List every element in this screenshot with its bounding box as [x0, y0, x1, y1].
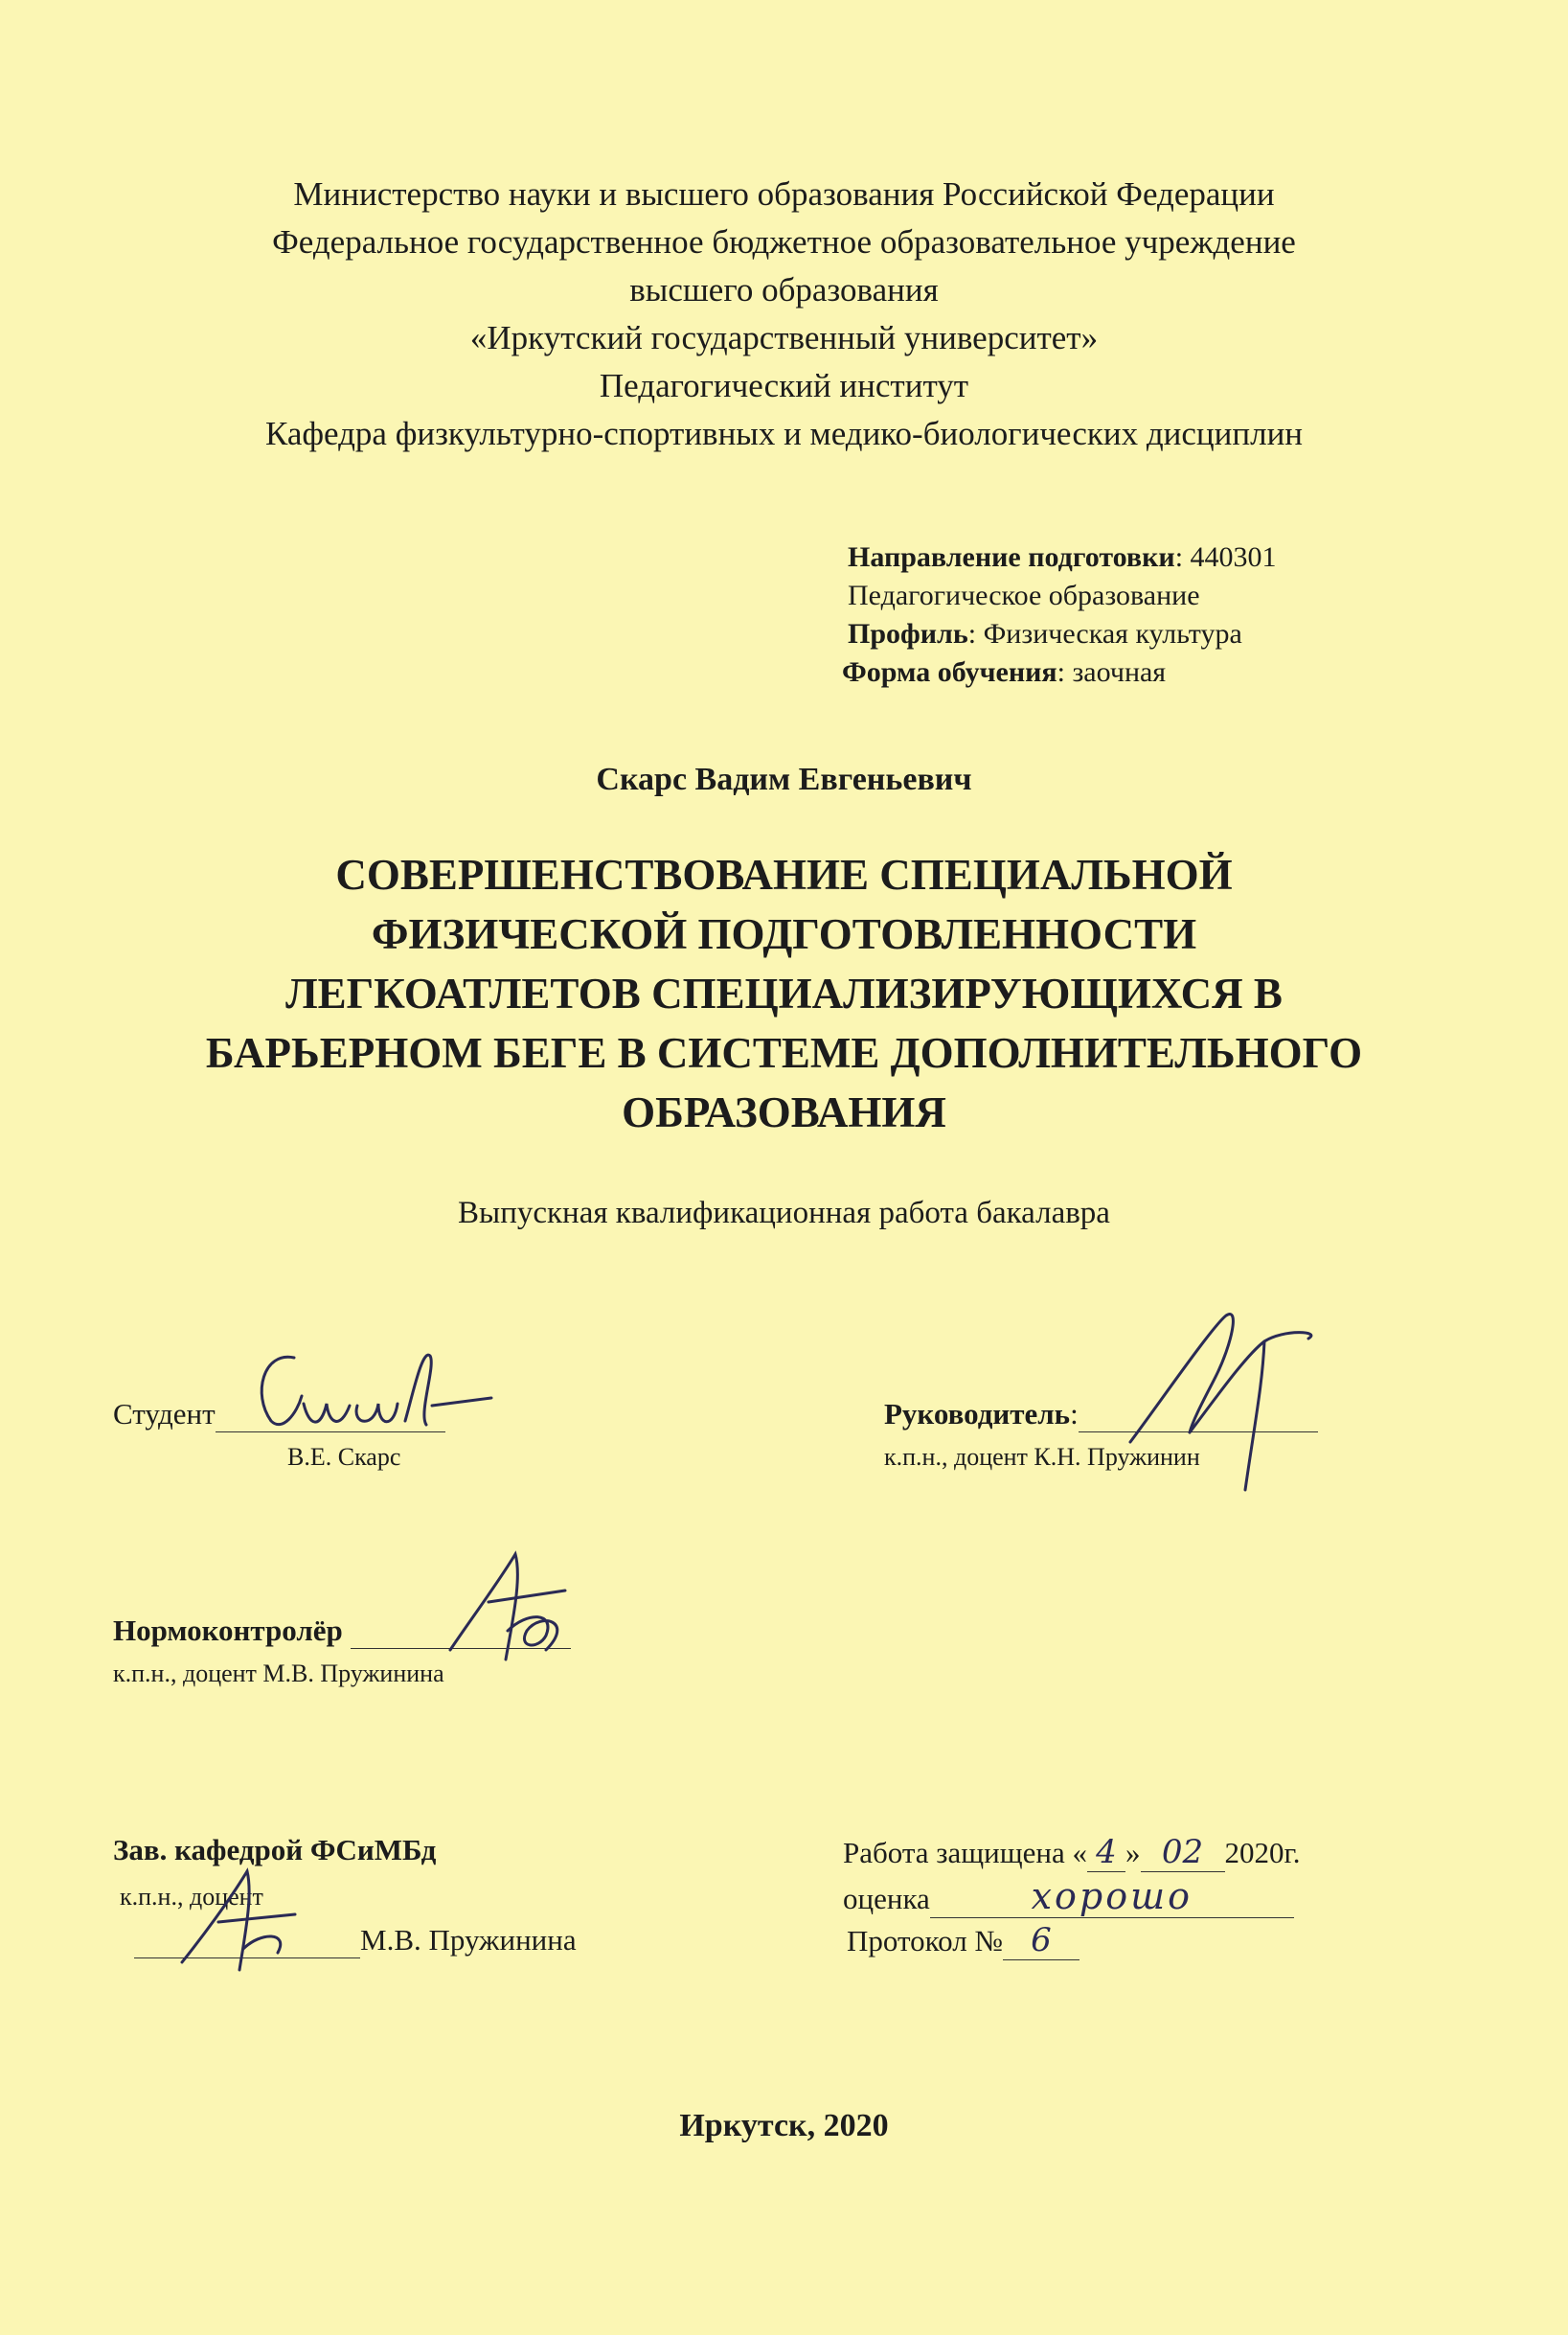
protocol-value: 6 [1003, 1921, 1079, 1960]
normcontrol-signature [431, 1545, 594, 1688]
grade-label: оценка [843, 1882, 930, 1915]
defense-year: 2020г. [1224, 1836, 1301, 1869]
defense-day: 4 [1087, 1833, 1125, 1872]
thesis-title [144, 845, 1424, 1142]
author-name: Скарс Вадим Евгеньевич [596, 762, 972, 797]
head-label: Зав. кафедрой ФСиМБд [113, 1833, 437, 1866]
title-line: ЛЕГКОАТЛЕТОВ СПЕЦИАЛИЗИРУЮЩИХСЯ В [285, 970, 1283, 1018]
study-form-row [842, 653, 1277, 692]
protocol-label: Протокол № [847, 1924, 1003, 1957]
student-name: В.Е. Скарс [287, 1443, 401, 1471]
direction-row [848, 538, 1277, 577]
institution-line: Федеральное государственное бюджетное образовательное учреждение [272, 223, 1296, 261]
study-form-label: Форма обучения [842, 656, 1057, 688]
head-name: М.В. Пружинина [360, 1923, 577, 1957]
protocol-row [847, 1921, 1079, 1960]
institution-header [0, 171, 1568, 458]
defense-mid: » [1125, 1836, 1141, 1869]
defense-month: 02 [1141, 1833, 1225, 1872]
title-line: ФИЗИЧЕСКОЙ ПОДГОТОВЛЕННОСТИ [371, 910, 1197, 958]
grade-value: хорошо [930, 1875, 1294, 1918]
department-line: Кафедра физкультурно-спортивных и медико-биологических дисциплин [264, 415, 1304, 452]
title-line: СОВЕРШЕНСТВОВАНИЕ СПЕЦИАЛЬНОЙ [335, 851, 1233, 899]
profile-value: : Физическая культура [967, 618, 1242, 650]
profile-row [848, 615, 1277, 653]
study-form-value: : заочная [1057, 656, 1167, 688]
defense-prefix: Работа защищена « [843, 1836, 1087, 1869]
education-level-line: высшего образования [629, 271, 939, 309]
profile-label: Профиль [848, 618, 968, 650]
institute-line: Педагогический институт [599, 367, 969, 404]
supervisor-signature [1121, 1298, 1331, 1499]
ministry-line: Министерство науки и высшего образования Российской Федерации [293, 175, 1275, 213]
normcontrol-name: к.п.н., доцент М.В. Пружинина [113, 1660, 444, 1687]
student-signature [244, 1337, 512, 1452]
grade-row [843, 1875, 1294, 1918]
title-line: БАРЬЕРНОМ БЕГЕ В СИСТЕМЕ ДОПОЛНИТЕЛЬНОГО [205, 1029, 1363, 1077]
work-type: Выпускная квалификационная работа бакалавра [458, 1196, 1110, 1230]
head-degree: к.п.н., доцент [120, 1883, 263, 1911]
city-year: Иркутск, 2020 [679, 2108, 889, 2143]
supervisor-name: к.п.н., доцент К.Н. Пружинин [884, 1443, 1200, 1471]
direction-value: : 440301 [1174, 541, 1277, 573]
normcontrol-label: Нормоконтролёр [113, 1614, 343, 1647]
supervisor-label: Руководитель [884, 1397, 1071, 1431]
student-label: Студент [113, 1397, 216, 1431]
university-line: «Иркутский государственный университет» [469, 319, 1099, 356]
title-line: ОБРАЗОВАНИЯ [622, 1088, 946, 1136]
direction-name: Педагогическое образование [848, 580, 1200, 611]
direction-label: Направление подготовки [848, 541, 1175, 573]
defense-date-row [843, 1833, 1300, 1872]
program-info [842, 538, 1277, 692]
supervisor-colon: : [1070, 1397, 1079, 1431]
head-signature [172, 1857, 326, 1981]
